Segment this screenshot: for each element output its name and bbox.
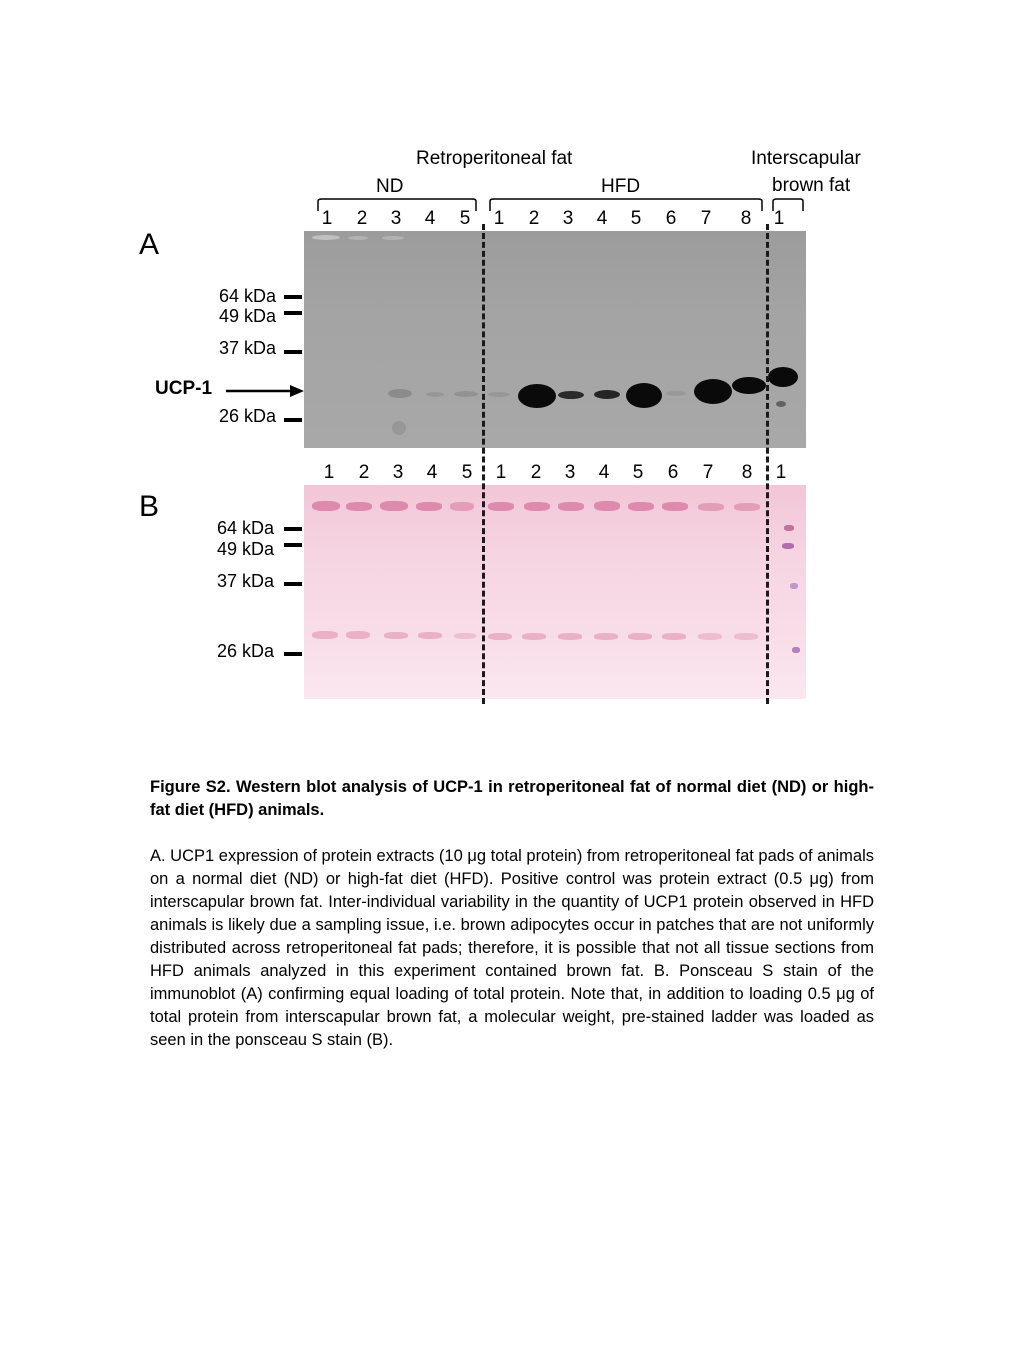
- ucp1-label: UCP-1: [155, 378, 213, 399]
- lane-b-hfd-8: 8: [741, 462, 753, 483]
- lane-b-hfd-5: 5: [632, 462, 644, 483]
- panel-a-tick-64: [284, 295, 302, 299]
- figure-caption-title: Figure S2. Western blot analysis of UCP-1 in retroperitoneal fat of normal diet (ND) or high-fat diet (HFD) animals.: [150, 778, 874, 819]
- panel-a-letter: A: [139, 228, 160, 261]
- lane-b-hfd-6: 6: [667, 462, 679, 483]
- hfd-group-label: HFD: [601, 176, 641, 197]
- nd-hfd-divider: [482, 224, 485, 704]
- ucp1-arrow: [226, 384, 306, 398]
- lane-b-nd-4: 4: [426, 462, 438, 483]
- ponceau-panel-b: [304, 485, 806, 699]
- lane-b-hfd-1: 1: [495, 462, 507, 483]
- lane-b-bat-1: 1: [775, 462, 787, 483]
- band-hfd-5: [626, 383, 662, 408]
- panel-a-marker-64: 64 kDa: [218, 286, 276, 306]
- immunoblot-panel-a: [304, 231, 806, 448]
- lane-b-hfd-2: 2: [530, 462, 542, 483]
- lane-nd-2: 2: [356, 208, 368, 229]
- panel-b-letter: B: [139, 490, 160, 523]
- panel-b-tick-64: [284, 527, 302, 531]
- panel-a-marker-37: 37 kDa: [218, 338, 276, 358]
- lane-hfd-4: 4: [596, 208, 608, 229]
- band-hfd-8: [732, 377, 766, 394]
- lane-b-nd-1: 1: [323, 462, 335, 483]
- retroperitoneal-fat-label: Retroperitoneal fat: [416, 148, 573, 169]
- lane-hfd-6: 6: [665, 208, 677, 229]
- nd-group-label: ND: [376, 176, 404, 197]
- lane-hfd-7: 7: [700, 208, 712, 229]
- panel-a-marker-26: 26 kDa: [218, 406, 276, 426]
- lane-hfd-2: 2: [528, 208, 540, 229]
- lane-b-hfd-4: 4: [598, 462, 610, 483]
- lane-b-nd-2: 2: [358, 462, 370, 483]
- figure-caption-body: A. UCP1 expression of protein extracts (10 μg total protein) from retroperitoneal fat pads of animals on a normal diet (ND) or high-fat diet (HFD). Positive control was protein extract (0.5 μg) from interscapular brown fat. Inter-individual variability in the quantity of UCP1 protein observed in HFD animals is likely due a sampling issue, i.e. brown adipocytes occur in patches that are not uniformly distributed across retroperitoneal fat pads; therefore, it is possible that not all tissue sections from HFD animals analyzed in this experiment contained brown fat. B. Ponsceau S stain of the immunoblot (A) confirming equal loading of total protein. Note that, in addition to loading 0.5 μg of total protein from interscapular brown fat, a molecular weight, pre-stained ladder was loaded as seen in the ponsceau S stain (B).: [150, 847, 874, 1049]
- hfd-bat-divider: [766, 224, 769, 704]
- panel-b-marker-26: 26 kDa: [216, 641, 274, 661]
- lane-b-nd-3: 3: [392, 462, 404, 483]
- lane-b-hfd-7: 7: [702, 462, 714, 483]
- lane-b-nd-5: 5: [461, 462, 473, 483]
- band-bat-1: [768, 367, 798, 387]
- lane-hfd-3: 3: [562, 208, 574, 229]
- lane-hfd-5: 5: [630, 208, 642, 229]
- panel-b-marker-49: 49 kDa: [216, 539, 274, 559]
- panel-b-tick-37: [284, 582, 302, 586]
- interscapular-label: Interscapular: [751, 148, 861, 169]
- lane-nd-3: 3: [390, 208, 402, 229]
- lane-b-hfd-3: 3: [564, 462, 576, 483]
- panel-a-tick-49: [284, 311, 302, 315]
- panel-a-tick-37: [284, 350, 302, 354]
- panel-b-tick-26: [284, 652, 302, 656]
- band-hfd-2: [518, 384, 556, 408]
- brown-fat-label: brown fat: [772, 175, 851, 196]
- band-hfd-7: [694, 379, 732, 404]
- panel-a-marker-49: 49 kDa: [218, 306, 276, 326]
- panel-b-marker-64: 64 kDa: [216, 518, 274, 538]
- panel-b-tick-49: [284, 543, 302, 547]
- lane-hfd-8: 8: [740, 208, 752, 229]
- lane-hfd-1: 1: [493, 208, 505, 229]
- lane-bat-1: 1: [773, 208, 785, 229]
- panel-b-marker-37: 37 kDa: [216, 571, 274, 591]
- lane-nd-5: 5: [459, 208, 471, 229]
- panel-a-tick-26: [284, 418, 302, 422]
- lane-nd-1: 1: [321, 208, 333, 229]
- lane-nd-4: 4: [424, 208, 436, 229]
